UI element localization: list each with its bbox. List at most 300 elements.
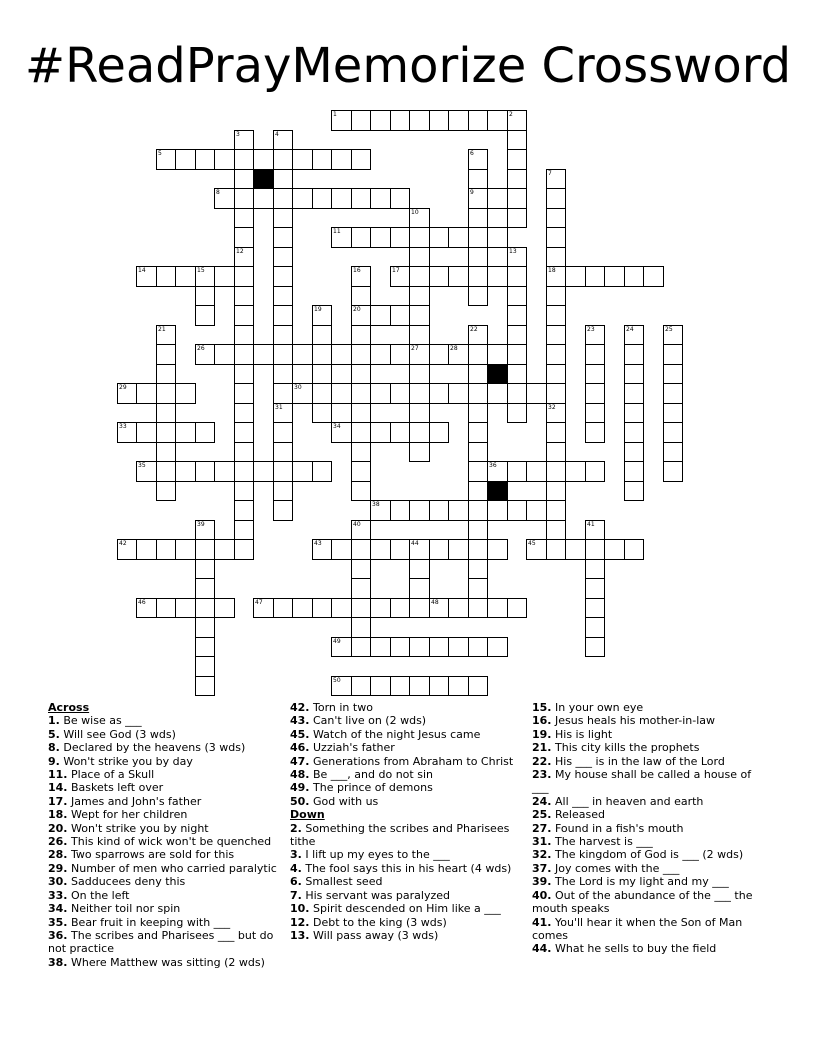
grid-cell[interactable] [390, 539, 410, 560]
grid-cell[interactable] [546, 169, 566, 189]
grid-cell[interactable] [585, 559, 605, 579]
grid-cell[interactable] [273, 344, 293, 365]
grid-cell[interactable] [429, 266, 449, 287]
grid-cell[interactable] [312, 383, 332, 404]
grid-cell[interactable] [448, 344, 469, 365]
grid-cell[interactable] [468, 403, 488, 423]
grid-cell[interactable] [351, 403, 371, 423]
grid-cell[interactable] [604, 539, 625, 560]
grid-cell[interactable] [156, 539, 176, 560]
grid-cell[interactable] [351, 578, 371, 599]
grid-cell[interactable] [273, 383, 293, 404]
grid-cell[interactable] [546, 500, 566, 521]
grid-cell[interactable] [624, 403, 644, 423]
grid-cell[interactable] [234, 383, 254, 404]
grid-cell[interactable] [351, 305, 371, 326]
grid-cell[interactable] [507, 461, 527, 482]
grid-cell[interactable] [585, 403, 605, 423]
grid-cell[interactable] [273, 461, 293, 482]
grid-cell[interactable] [546, 539, 566, 560]
grid-cell[interactable] [429, 344, 449, 365]
grid-cell[interactable] [273, 481, 293, 501]
grid-cell[interactable] [370, 598, 391, 618]
grid-cell[interactable] [253, 344, 274, 365]
grid-cell[interactable] [526, 461, 547, 482]
grid-cell[interactable] [624, 539, 644, 560]
grid-cell[interactable] [507, 149, 527, 170]
grid-cell[interactable] [156, 461, 176, 482]
grid-cell[interactable] [234, 539, 254, 560]
grid-cell[interactable] [546, 403, 566, 423]
grid-cell[interactable] [546, 325, 566, 345]
grid-cell[interactable] [507, 169, 527, 189]
grid-cell[interactable] [312, 344, 332, 365]
grid-cell[interactable] [351, 149, 371, 170]
grid-cell[interactable] [195, 344, 215, 365]
grid-cell[interactable] [487, 539, 508, 560]
grid-cell[interactable] [429, 500, 449, 521]
grid-cell[interactable] [370, 422, 391, 443]
grid-cell[interactable] [507, 286, 527, 306]
grid-cell[interactable] [351, 383, 371, 404]
grid-cell[interactable] [546, 461, 566, 482]
grid-cell[interactable] [429, 539, 449, 560]
grid-cell[interactable] [331, 676, 352, 696]
grid-cell[interactable] [429, 422, 449, 443]
grid-cell[interactable] [468, 559, 488, 579]
grid-cell[interactable] [331, 227, 352, 248]
grid-cell[interactable] [468, 500, 488, 521]
grid-cell[interactable] [273, 442, 293, 462]
grid-cell[interactable] [409, 539, 430, 560]
grid-cell[interactable] [214, 149, 235, 170]
grid-cell[interactable] [409, 208, 430, 228]
grid-cell[interactable] [117, 539, 137, 560]
grid-cell[interactable] [624, 442, 644, 462]
grid-cell[interactable] [487, 227, 508, 248]
grid-cell[interactable] [663, 364, 683, 384]
grid-cell[interactable] [312, 539, 332, 560]
grid-cell[interactable] [507, 598, 527, 618]
grid-cell[interactable] [487, 383, 508, 404]
grid-cell[interactable] [468, 169, 488, 189]
grid-cell[interactable] [390, 422, 410, 443]
grid-cell[interactable] [292, 344, 313, 365]
grid-cell[interactable] [624, 481, 644, 501]
grid-cell[interactable] [370, 539, 391, 560]
grid-cell[interactable] [351, 110, 371, 131]
grid-cell[interactable] [292, 461, 313, 482]
grid-cell[interactable] [643, 266, 664, 287]
grid-cell[interactable] [468, 286, 488, 306]
grid-cell[interactable] [234, 500, 254, 521]
grid-cell[interactable] [487, 110, 508, 131]
grid-cell[interactable] [175, 422, 196, 443]
grid-cell[interactable] [136, 422, 157, 443]
grid-cell[interactable] [331, 110, 352, 131]
grid-cell[interactable] [156, 383, 176, 404]
grid-cell[interactable] [526, 500, 547, 521]
grid-cell[interactable] [351, 617, 371, 638]
grid-cell[interactable] [234, 188, 254, 209]
grid-cell[interactable] [331, 344, 352, 365]
grid-cell[interactable] [663, 325, 683, 345]
grid-cell[interactable] [292, 598, 313, 618]
grid-cell[interactable] [429, 637, 449, 657]
grid-cell[interactable] [409, 266, 430, 287]
grid-cell[interactable] [351, 442, 371, 462]
grid-cell[interactable] [468, 637, 488, 657]
grid-cell[interactable] [351, 344, 371, 365]
grid-cell[interactable] [624, 344, 644, 365]
grid-cell[interactable] [585, 637, 605, 657]
grid-cell[interactable] [331, 188, 352, 209]
grid-cell[interactable] [468, 149, 488, 170]
grid-cell[interactable] [487, 637, 508, 657]
grid-cell[interactable] [195, 637, 215, 657]
grid-cell[interactable] [468, 539, 488, 560]
grid-cell[interactable] [117, 383, 137, 404]
grid-cell[interactable] [624, 364, 644, 384]
grid-cell[interactable] [507, 305, 527, 326]
grid-cell[interactable] [351, 520, 371, 540]
grid-cell[interactable] [273, 403, 293, 423]
grid-cell[interactable] [604, 266, 625, 287]
grid-cell[interactable] [312, 461, 332, 482]
grid-cell[interactable] [273, 325, 293, 345]
grid-cell[interactable] [585, 344, 605, 365]
grid-cell[interactable] [156, 149, 176, 170]
grid-cell[interactable] [409, 383, 430, 404]
grid-cell[interactable] [429, 383, 449, 404]
grid-cell[interactable] [409, 247, 430, 267]
grid-cell[interactable] [448, 637, 469, 657]
grid-cell[interactable] [273, 247, 293, 267]
grid-cell[interactable] [429, 110, 449, 131]
grid-cell[interactable] [331, 539, 352, 560]
grid-cell[interactable] [487, 461, 508, 482]
grid-cell[interactable] [195, 149, 215, 170]
grid-cell[interactable] [156, 422, 176, 443]
grid-cell[interactable] [585, 578, 605, 599]
grid-cell[interactable] [585, 364, 605, 384]
grid-cell[interactable] [546, 227, 566, 248]
grid-cell[interactable] [468, 676, 488, 696]
grid-cell[interactable] [546, 520, 566, 540]
grid-cell[interactable] [136, 598, 157, 618]
grid-cell[interactable] [585, 520, 605, 540]
grid-cell[interactable] [585, 461, 605, 482]
grid-cell[interactable] [351, 286, 371, 306]
grid-cell[interactable] [331, 422, 352, 443]
grid-cell[interactable] [136, 461, 157, 482]
grid-cell[interactable] [409, 676, 430, 696]
grid-cell[interactable] [468, 481, 488, 501]
grid-cell[interactable] [351, 227, 371, 248]
grid-cell[interactable] [195, 305, 215, 326]
grid-cell[interactable] [546, 286, 566, 306]
grid-cell[interactable] [448, 227, 469, 248]
grid-cell[interactable] [195, 656, 215, 677]
grid-cell[interactable] [448, 676, 469, 696]
grid-cell[interactable] [546, 247, 566, 267]
grid-cell[interactable] [136, 266, 157, 287]
grid-cell[interactable] [312, 149, 332, 170]
grid-cell[interactable] [214, 539, 235, 560]
grid-cell[interactable] [273, 305, 293, 326]
grid-cell[interactable] [468, 188, 488, 209]
grid-cell[interactable] [409, 110, 430, 131]
grid-cell[interactable] [312, 325, 332, 345]
grid-cell[interactable] [585, 383, 605, 404]
grid-cell[interactable] [507, 130, 527, 150]
grid-cell[interactable] [507, 403, 527, 423]
grid-cell[interactable] [390, 188, 410, 209]
grid-cell[interactable] [487, 266, 508, 287]
grid-cell[interactable] [273, 227, 293, 248]
grid-cell[interactable] [663, 461, 683, 482]
grid-cell[interactable] [195, 598, 215, 618]
grid-cell[interactable] [214, 266, 235, 287]
grid-cell[interactable] [253, 188, 274, 209]
grid-cell[interactable] [390, 344, 410, 365]
grid-cell[interactable] [273, 130, 293, 150]
grid-cell[interactable] [195, 461, 215, 482]
grid-cell[interactable] [253, 598, 274, 618]
grid-cell[interactable] [234, 227, 254, 248]
grid-cell[interactable] [156, 364, 176, 384]
grid-cell[interactable] [156, 266, 176, 287]
grid-cell[interactable] [468, 266, 488, 287]
grid-cell[interactable] [312, 598, 332, 618]
grid-cell[interactable] [468, 520, 488, 540]
grid-cell[interactable] [195, 617, 215, 638]
grid-cell[interactable] [409, 227, 430, 248]
grid-cell[interactable] [234, 461, 254, 482]
grid-cell[interactable] [234, 305, 254, 326]
grid-cell[interactable] [390, 227, 410, 248]
grid-cell[interactable] [234, 364, 254, 384]
grid-cell[interactable] [195, 422, 215, 443]
grid-cell[interactable] [195, 539, 215, 560]
grid-cell[interactable] [507, 344, 527, 365]
grid-cell[interactable] [234, 481, 254, 501]
grid-cell[interactable] [526, 539, 547, 560]
grid-cell[interactable] [624, 383, 644, 404]
grid-cell[interactable] [468, 422, 488, 443]
grid-cell[interactable] [546, 422, 566, 443]
grid-cell[interactable] [448, 110, 469, 131]
grid-cell[interactable] [292, 188, 313, 209]
grid-cell[interactable] [546, 266, 566, 287]
grid-cell[interactable] [448, 383, 469, 404]
grid-cell[interactable] [195, 520, 215, 540]
grid-cell[interactable] [273, 500, 293, 521]
grid-cell[interactable] [234, 208, 254, 228]
grid-cell[interactable] [507, 208, 527, 228]
grid-cell[interactable] [585, 325, 605, 345]
grid-cell[interactable] [390, 305, 410, 326]
grid-cell[interactable] [175, 539, 196, 560]
grid-cell[interactable] [351, 598, 371, 618]
grid-cell[interactable] [370, 500, 391, 521]
grid-cell[interactable] [175, 149, 196, 170]
grid-cell[interactable] [546, 208, 566, 228]
grid-cell[interactable] [370, 227, 391, 248]
grid-cell[interactable] [507, 500, 527, 521]
grid-cell[interactable] [331, 598, 352, 618]
grid-cell[interactable] [546, 442, 566, 462]
grid-cell[interactable] [507, 266, 527, 287]
grid-cell[interactable] [565, 461, 586, 482]
grid-cell[interactable] [253, 149, 274, 170]
grid-cell[interactable] [351, 461, 371, 482]
grid-cell[interactable] [370, 676, 391, 696]
grid-cell[interactable] [565, 266, 586, 287]
grid-cell[interactable] [546, 344, 566, 365]
grid-cell[interactable] [351, 637, 371, 657]
grid-cell[interactable] [448, 266, 469, 287]
grid-cell[interactable] [624, 422, 644, 443]
grid-cell[interactable] [663, 422, 683, 443]
grid-cell[interactable] [468, 227, 488, 248]
grid-cell[interactable] [156, 344, 176, 365]
grid-cell[interactable] [214, 461, 235, 482]
grid-cell[interactable] [468, 598, 488, 618]
grid-cell[interactable] [546, 364, 566, 384]
grid-cell[interactable] [234, 403, 254, 423]
grid-cell[interactable] [390, 110, 410, 131]
grid-cell[interactable] [507, 383, 527, 404]
grid-cell[interactable] [195, 266, 215, 287]
grid-cell[interactable] [663, 403, 683, 423]
grid-cell[interactable] [273, 266, 293, 287]
grid-cell[interactable] [273, 188, 293, 209]
grid-cell[interactable] [273, 208, 293, 228]
grid-cell[interactable] [273, 286, 293, 306]
grid-cell[interactable] [390, 598, 410, 618]
grid-cell[interactable] [234, 149, 254, 170]
grid-cell[interactable] [409, 422, 430, 443]
grid-cell[interactable] [468, 344, 488, 365]
grid-cell[interactable] [390, 500, 410, 521]
grid-cell[interactable] [507, 110, 527, 131]
grid-cell[interactable] [234, 286, 254, 306]
grid-cell[interactable] [585, 539, 605, 560]
grid-cell[interactable] [565, 539, 586, 560]
grid-cell[interactable] [468, 247, 488, 267]
grid-cell[interactable] [370, 383, 391, 404]
grid-cell[interactable] [487, 500, 508, 521]
grid-cell[interactable] [331, 149, 352, 170]
grid-cell[interactable] [175, 598, 196, 618]
grid-cell[interactable] [234, 344, 254, 365]
grid-cell[interactable] [663, 344, 683, 365]
grid-cell[interactable] [195, 286, 215, 306]
grid-cell[interactable] [234, 247, 254, 267]
grid-cell[interactable] [624, 461, 644, 482]
grid-cell[interactable] [292, 383, 313, 404]
grid-cell[interactable] [351, 325, 371, 345]
grid-cell[interactable] [136, 539, 157, 560]
grid-cell[interactable] [195, 559, 215, 579]
grid-cell[interactable] [448, 500, 469, 521]
grid-cell[interactable] [370, 305, 391, 326]
grid-cell[interactable] [273, 598, 293, 618]
grid-cell[interactable] [409, 442, 430, 462]
grid-cell[interactable] [409, 403, 430, 423]
grid-cell[interactable] [175, 461, 196, 482]
grid-cell[interactable] [468, 208, 488, 228]
grid-cell[interactable] [234, 325, 254, 345]
grid-cell[interactable] [409, 598, 430, 618]
grid-cell[interactable] [390, 676, 410, 696]
grid-cell[interactable] [409, 637, 430, 657]
grid-cell[interactable] [390, 383, 410, 404]
grid-cell[interactable] [468, 110, 488, 131]
grid-cell[interactable] [234, 130, 254, 150]
grid-cell[interactable] [234, 520, 254, 540]
grid-cell[interactable] [351, 364, 371, 384]
grid-cell[interactable] [409, 325, 430, 345]
grid-cell[interactable] [214, 188, 235, 209]
grid-cell[interactable] [195, 676, 215, 696]
grid-cell[interactable] [273, 422, 293, 443]
grid-cell[interactable] [351, 188, 371, 209]
grid-cell[interactable] [585, 422, 605, 443]
grid-cell[interactable] [234, 169, 254, 189]
grid-cell[interactable] [370, 637, 391, 657]
grid-cell[interactable] [234, 442, 254, 462]
grid-cell[interactable] [585, 266, 605, 287]
grid-cell[interactable] [409, 559, 430, 579]
grid-cell[interactable] [156, 325, 176, 345]
grid-cell[interactable] [429, 676, 449, 696]
grid-cell[interactable] [390, 266, 410, 287]
grid-cell[interactable] [312, 403, 332, 423]
grid-cell[interactable] [409, 305, 430, 326]
grid-cell[interactable] [156, 481, 176, 501]
grid-cell[interactable] [409, 286, 430, 306]
grid-cell[interactable] [487, 598, 508, 618]
grid-cell[interactable] [156, 598, 176, 618]
grid-cell[interactable] [663, 442, 683, 462]
grid-cell[interactable] [370, 110, 391, 131]
grid-cell[interactable] [409, 344, 430, 365]
grid-cell[interactable] [409, 364, 430, 384]
grid-cell[interactable] [234, 422, 254, 443]
grid-cell[interactable] [546, 188, 566, 209]
grid-cell[interactable] [312, 305, 332, 326]
grid-cell[interactable] [351, 481, 371, 501]
grid-cell[interactable] [136, 383, 157, 404]
grid-cell[interactable] [448, 598, 469, 618]
grid-cell[interactable] [156, 403, 176, 423]
grid-cell[interactable] [351, 676, 371, 696]
grid-cell[interactable] [331, 383, 352, 404]
grid-cell[interactable] [273, 169, 293, 189]
grid-cell[interactable] [546, 481, 566, 501]
grid-cell[interactable] [390, 637, 410, 657]
grid-cell[interactable] [195, 578, 215, 599]
grid-cell[interactable] [448, 539, 469, 560]
grid-cell[interactable] [468, 325, 488, 345]
grid-cell[interactable] [468, 461, 488, 482]
grid-cell[interactable] [468, 383, 488, 404]
grid-cell[interactable] [585, 598, 605, 618]
grid-cell[interactable] [507, 247, 527, 267]
grid-cell[interactable] [487, 344, 508, 365]
